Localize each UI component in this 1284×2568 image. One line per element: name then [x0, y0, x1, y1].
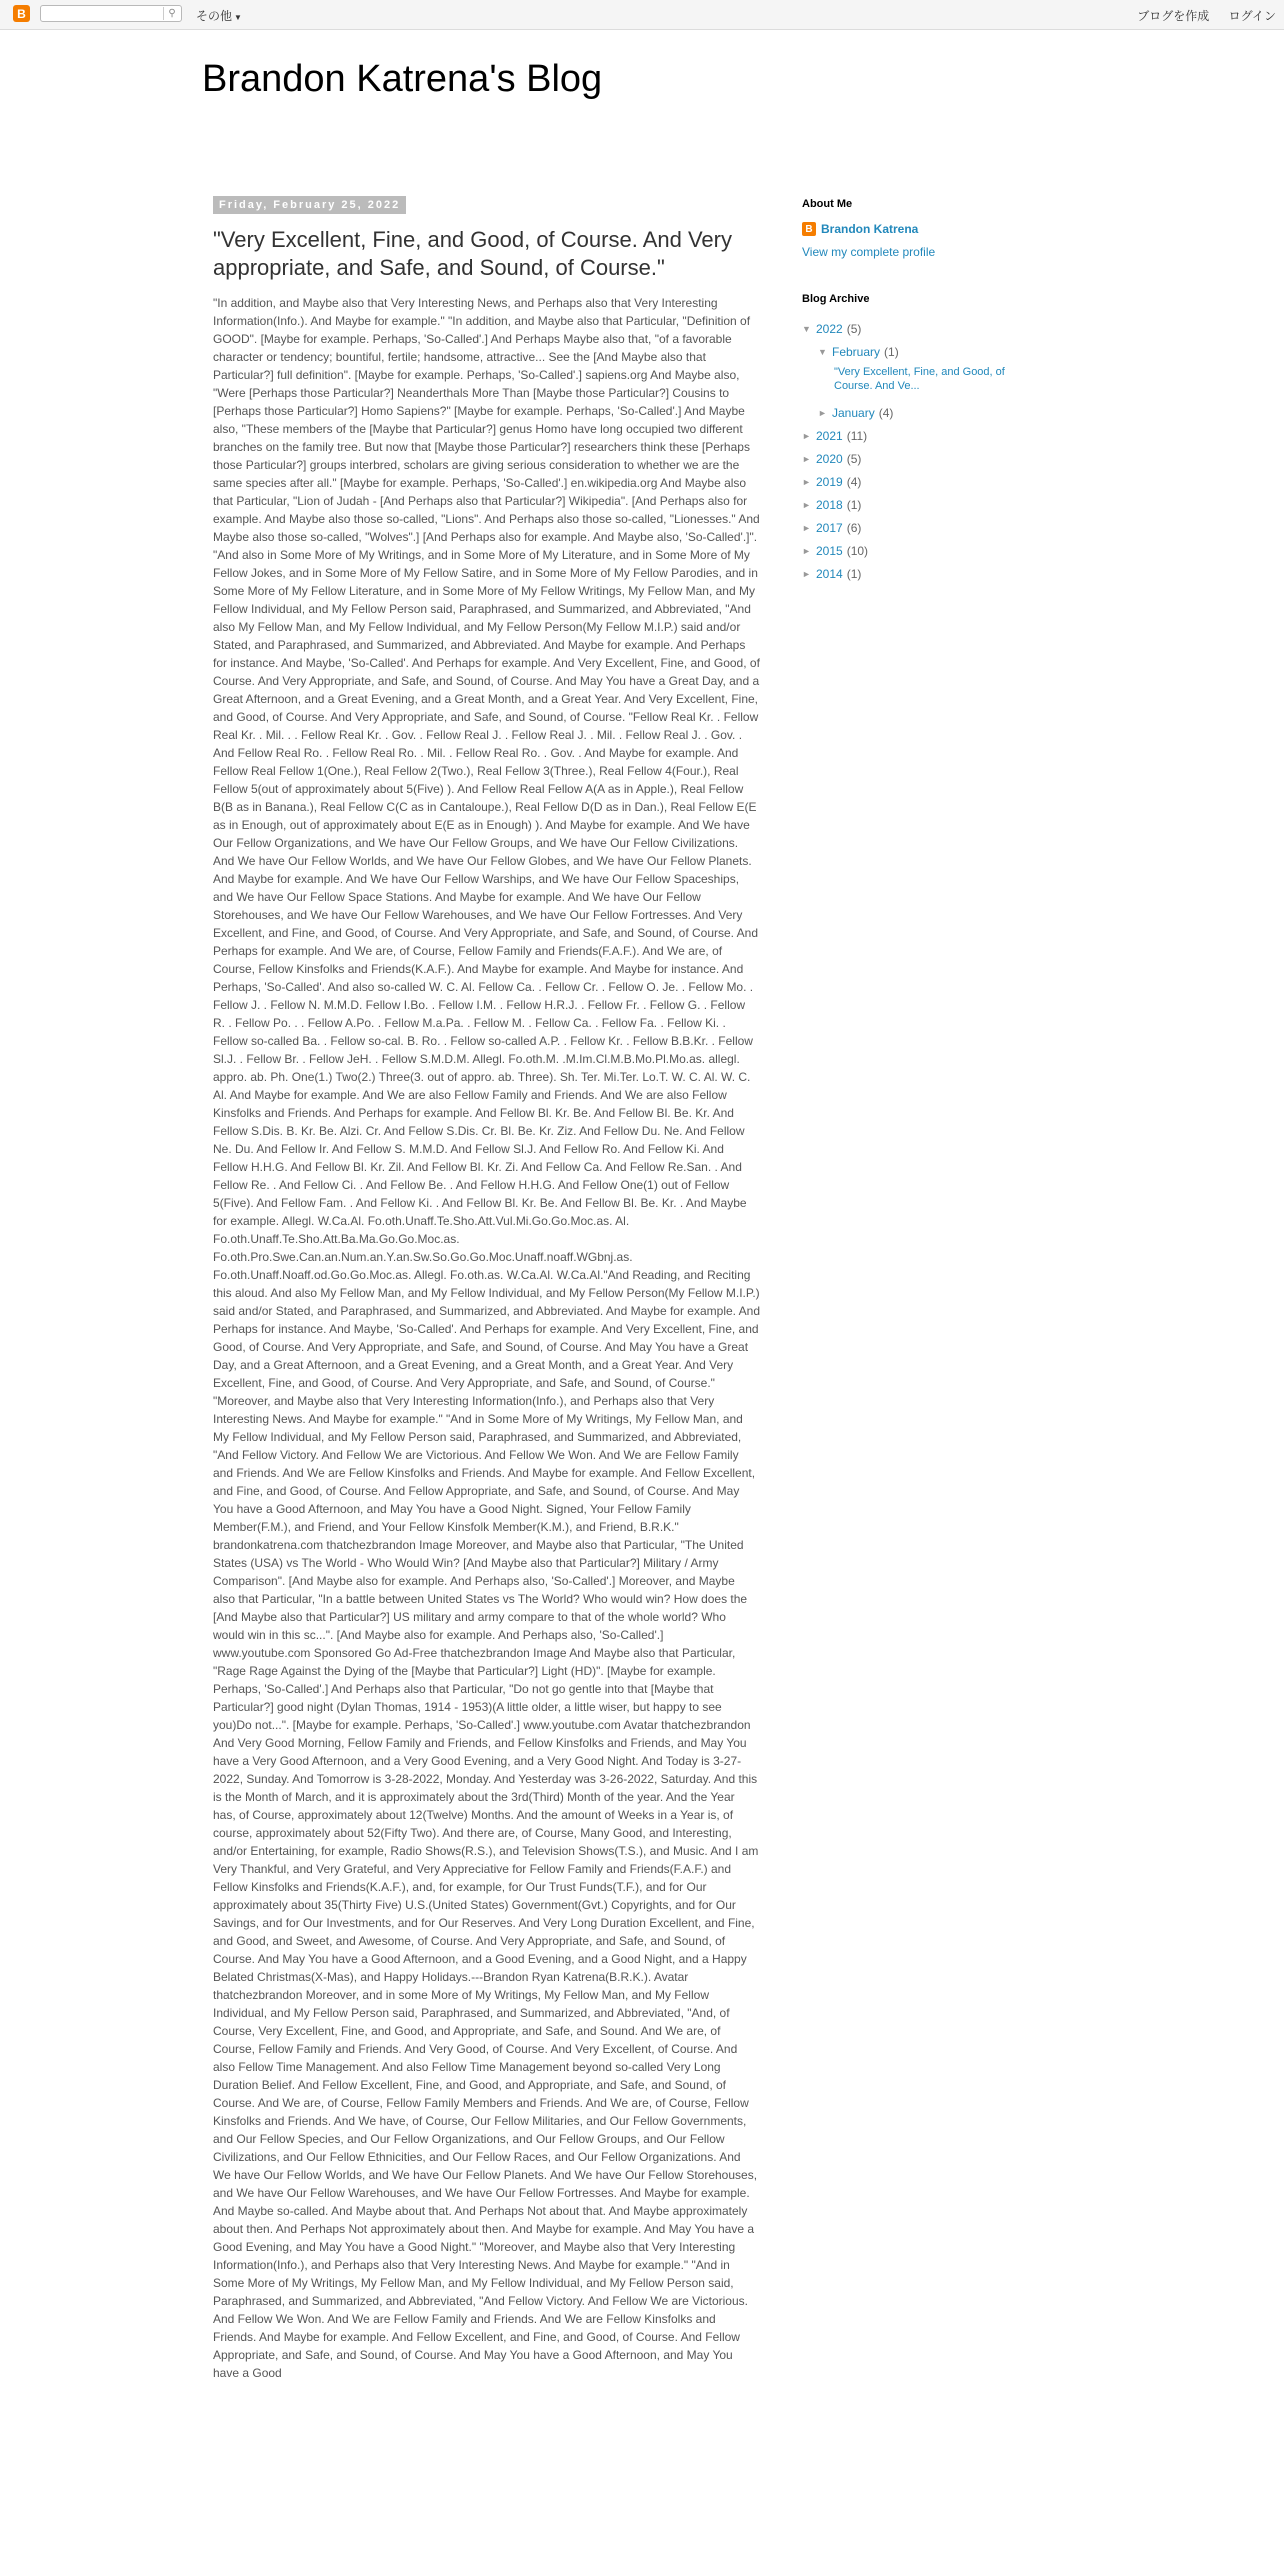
login-link[interactable]: ログイン [1228, 9, 1276, 23]
navbar-right-links [1121, 7, 1276, 24]
blogger-profile-icon: B [802, 222, 816, 236]
archive-year-link[interactable]: 2020 [816, 451, 843, 466]
archive-year-link[interactable]: 2018 [816, 497, 843, 512]
create-blog-link[interactable]: ブログを作成 [1137, 9, 1210, 23]
search-icon[interactable]: ⚲ [163, 7, 180, 20]
more-menu-label: その他 [196, 9, 233, 23]
archive-year-2014 [802, 562, 1042, 585]
sidebar [802, 198, 1042, 585]
post-body-text: "In addition, and Maybe also that Very Interesting News, and Perhaps also that Very Interesting Information(Info.). And Maybe for example." "In addition, and Maybe also that Particular, "Definition of GOOD". [Maybe for example. Perhaps, 'So-Called'.] And Perhaps Maybe also that, "of a favorable character or tendency; bountiful, fertile; handsome, attractive... See the [And Maybe also that Particular?] full definition". [Maybe for example. Perhaps, 'So-Called'.] sapiens.org And Maybe also, "Were [Perhaps those Particular?] Neanderthals More Than [Maybe those Particular?] Cousins to [Perhaps those Particular?] Homo Sapiens?" [Maybe for example. Perhaps, 'So-Called'.] And Maybe also, "These members of the [Maybe that Particular?] genus Homo have long occupied two different branches on the family tree. But now that [Maybe those Particular?] researchers think these [Perhaps those Particular?] groups interbred, scholars are giving serious consideration to whether we are the same species after all." [Maybe for example. Perhaps, 'So-Called'.] en.wikipedia.org And Maybe also that Particular, "Lion of Judah - [And Perhaps also that Particular?] Wikipedia". [And Perhaps also for example. And Maybe also those so-called, "Lions". And Perhaps also those so-called, "Lionesses." And Maybe also those so-called, "Wolves".] [And Perhaps also for example. And Maybe also, 'So-Called'.]". "And also in Some More of My Writings, and in Some More of My Literature, and in Some More of My Fellow Jokes, and in Some More of My Fellow Satire, and in Some More of My Fellow Parodies, and in Some More of My Fellow Literature, and in Some More of My Fellow Writings, My Fellow Man, and My Fellow Individual, and My Fellow Person said, Paraphrased, and Summarized, and Abbreviated, "And also My Fellow Man, and My Fellow Individual, and My Fellow Person(My Fellow M.I.P.) said and/or Stated, and Paraphrased, and Summarized, and Abbreviated. And Maybe for example. And Perhaps for instance. And Maybe, 'So-Called'. And Perhaps for example. And Very Excellent, Fine, and Good, of Course. And Very Appropriate, and Safe, and Sound, of Course. And May You have a Great Day, and a Great Afternoon, and a Great Evening, and a Great Month, and a Great Year. And Very Excellent, Fine, and Good, of Course. And Very Appropriate, and Safe, and Sound, of Course. "Fellow Real Kr. . Fellow Real Kr. . Mil. . . Fellow Real Kr. . Gov. . Fellow Real J. . Fellow Real J. . Mil. . Fellow Real J. . Gov. . And Fellow Real Ro. . Fellow Real Ro. . Mil. . Fellow Real Ro. . Gov. . And Maybe for example. And Fellow Real Fellow 1(One.), Real Fellow 2(Two.), Real Fellow 3(Three.), Real Fellow 4(Four.), Real Fellow 5(out of approximately about 5(Five) ). And Fellow Real Fellow A(A as in Apple.), Real Fellow B(B as in Banana.), Real Fellow C(C as in Cantaloupe.), Real Fellow D(D as in Dan.), Real Fellow E(E as in Enough, out of approximately about E(E as in Enough) ). And Maybe for example. And We have Our Fellow Organizations, and We have Our Fellow Groups, and We have Our Fellow Civilizations. And We have Our Fellow Worlds, and We have Our Fellow Globes, and We have Our Fellow Planets. And Maybe for example. And We have Our Fellow Warships, and We have Our Fellow Spaceships, and We have Our Fellow Space Stations. And Maybe for example. And We have Our Fellow Storehouses, and We have Our Fellow Warehouses, and We have Our Fellow Fortresses. And Very Excellent, and Fine, and Good, of Course. And Very Appropriate, and Safe, and Sound, of Course. And Perhaps for example. And We are, of Course, Fellow Family and Friends(F.A.F.). And We are, of Course, Fellow Kinsfolks and Friends(K.A.F.). And Maybe for example. And Maybe for instance. And Perhaps, 'So-Called'. And also so-called W. C. Al. Fellow Ca. . Fellow Cr. . Fellow O. Je. . Fellow Mo. . Fellow J. . Fellow N. M.M.D. Fellow I.Bo. . Fellow I.M. . Fellow H.R.J. . Fellow Fr. . Fellow G. . Fellow R. . Fellow Po. . . Fellow A.Po. . Fellow M.a.Pa. . Fellow M. . Fellow Ca. . Fellow Fa. . Fellow Ki. . Fellow so-called Ba. . Fellow so-cal. B. Ro. . Fellow so-called A.P. . Fellow Kr. . Fellow B.B.Kr. . Fellow Sl.J. . Fellow Br. . Fellow JeH. . Fellow S.M.D.M. Allegl. Fo.oth.M. .M.Im.Cl.M.B.Mo.Pl.Mo.as. allegl. appro. ab. Ph. One(1.) Two(2.) Three(3. out of appro. ab. Three). Sh. Ter. Mi.Ter. Lo.T. W. C. Al. W. C. Al. And Maybe for example. And We are also Fellow Family and Friends. And We are also Fellow Kinsfolks and Friends. And Perhaps for example. And Fellow Bl. Kr. Be. And Fellow Bl. Be. Kr. And Fellow S.Dis. B. Kr. Be. Alzi. Cr. And Fellow S.Dis. Cr. Bl. Be. Kr. Ziz. And Fellow Du. Ne. And Fellow Ne. Du. And Fellow Ir. And Fellow S. M.M.D. And Fellow Sl.J. And Fellow Ro. And Fellow Ki. And Fellow H.H.G. And Fellow Bl. Kr. Zil. And Fellow Bl. Kr. Zi. And Fellow Ca. And Fellow Re.San. . And Fellow Re. . And Fellow Ci. . And Fellow Be. . And Fellow H.H.G. And Fellow One(1) out of Fellow 5(Five). And Fellow Fam. . And Fellow Ki. . And Fellow Bl. Kr. Be. And Fellow Bl. Be. Kr. . And Maybe for example. Allegl. W.Ca.Al. Fo.oth.Unaff.Te.Sho.Att.Vul.Mi.Go.Go.Moc.as. Al. Fo.oth.Unaff.Te.Sho.Att.Ba.Ma.Go.Go.Moc.as. Fo.oth.Pro.Swe.Can.an.Num.an.Y.an.Sw.So.Go.Go.Moc.Unaff.noaff.WGbnj.as. Fo.oth.Unaff.Noaff.od.Go.Go.Moc.as. Allegl. Fo.oth.as. W.Ca.Al. W.Ca.Al."And Reading, and Reciting this aloud. And also My Fellow Man, and My Fellow Individual, and My Fellow Person(My Fellow M.I.P.) said and/or Stated, and Paraphrased, and Summarized, and Abbreviated. And Maybe for example. And Perhaps for instance. And Maybe, 'So-Called'. And Perhaps for example. And Very Excellent, Fine, and Good, of Course. And Very Appropriate, and Safe, and Sound, of Course. And May You have a Great Day, and a Great Afternoon, and a Great Evening, and a Great Month, and a Great Year. And Very Excellent, Fine, and Good, of Course. And Very Appropriate, and Safe, and Sound, of Course." "Moreover, and Maybe also that Very Interesting Information(Info.), and Perhaps also that Very Interesting News. And Maybe for example." "And in Some More of My Writings, My Fellow Man, and My Fellow Individual, and My Fellow Person said, Paraphrased, and Summarized, and Abbreviated, "And Fellow Victory. And Fellow We are Victorious. And Fellow We Won. And We are Fellow Family and Friends. And We are Fellow Kinsfolks and Friends. And Maybe for example. And Fellow Excellent, and Fine, and Good, of Course. And Fellow Appropriate, and Safe, and Sound, of Course. And May You have a Good Afternoon, and May You have a Good Night. Signed, Your Fellow Family Member(F.M.), and Friend, and Your Fellow Kinsfolk Member(K.M.), and Friend, B.R.K." brandonkatrena.com thatchezbrandon Image Moreover, and Maybe also that Particular, "The United States (USA) vs The World - Who Would Win? [And Maybe also that Particular?] Military / Army Comparison". [And Maybe also for example. And Perhaps also, 'So-Called'.] Moreover, and Maybe also that Particular, "In a battle between United States vs The World? Who would win? How does the [And Maybe also that Particular?] US military and army compare to that of the whole world? Who would win in this sc...". [And Maybe also for example. And Perhaps also, 'So-Called'.] www.youtube.com Sponsored Go Ad-Free thatchezbrandon Image And Maybe also that Particular, "Rage Rage Against the Dying of the [Maybe that Particular?] Light (HD)". [Maybe for example. Perhaps, 'So-Called'.] And Perhaps also that Particular, "Do not go gentle into that [Maybe that Particular?] good night (Dylan Thomas, 1914 - 1953)(A little older, a little wiser, but happy to see you)Do not...". [Maybe for example. Perhaps, 'So-Called'.] www.youtube.com Avatar thatchezbrandon And Very Good Morning, Fellow Family and Friends, and Fellow Kinsfolks and Friends, and May You have a Very Good Afternoon, and a Very Good Evening, and a Very Good Night. And Today is 3-27-2022, Sunday. And Tomorrow is 3-28-2022, Monday. And Yesterday was 3-26-2022, Saturday. And this is the Month of March, and it is approximately about the 3rd(Third) Month of the year. And the Year has, of Course, approximately about 12(Twelve) Months. And the amount of Weeks in a Year is, of course, approximately about 52(Fifty Two). And there are, of Course, Many Good, and Interesting, and/or Entertaining, for example, Radio Shows(R.S.), and Television Shows(T.S.), and Music. And I am Very Thankful, and Very Grateful, and Very Appreciative for Fellow Family and Friends(F.A.F.) and Fellow Kinsfolks and Friends(K.A.F.), and, for example, for Our Trust Funds(T.F.), and for Our approximately about 35(Thirty Five) U.S.(United States) Government(Gvt.) Copyrights, and for Our Savings, and for Our Investments, and for Our Reserves. And Very Long Duration Excellent, and Fine, and Good, and Sweet, and Awesome, of Course. And Very Appropriate, and Safe, and Sound, of Course. And May You have a Good Afternoon, and a Good Evening, and a Good Night, and a Happy Belated Christmas(X-Mas), and Happy Holidays.---Brandon Ryan Katrena(B.R.K.). Avatar thatchezbrandon Moreover, and in some More of My Writings, My Fellow Man, and My Fellow Individual, and My Fellow Person said, Paraphrased, and Summarized, and Abbreviated, "And, of Course, Very Excellent, Fine, and Good, and Appropriate, and Safe, and Sound. And We are, of Course, Fellow Family and Friends. And Very Good, of Course. And Very Excellent, of Course. And also Fellow Time Management. And also Fellow Time Management beyond so-called Very Long Duration Belief. And Fellow Excellent, Fine, and Good, and Appropriate, and Safe, and Sound, of Course. And We are, of Course, Fellow Family Members and Friends. And We are, of Course, Fellow Kinsfolks and Friends. And We have, of Course, Our Fellow Militaries, and Our Fellow Governments, and Our Fellow Species, and Our Fellow Organizations, and Our Fellow Groups, and Our Fellow Civilizations, and Our Fellow Ethnicities, and Our Fellow Races, and Our Fellow Organizations. And We have Our Fellow Worlds, and We have Our Fellow Planets. And We have Our Fellow Storehouses, and We have Our Fellow Warehouses, and We have Our Fellow Fortresses. And Maybe for example. And Maybe so-called. And Maybe about that. And Perhaps Not about that. And Maybe approximately about then. And Perhaps Not approximately about then. And Maybe for example. And May You have a Good Evening, and May You have a Good Night." "Moreover, and Maybe also that Very Interesting Information(Info.), and Perhaps also that Very Interesting News. And Maybe for example." "And in Some More of My Writings, My Fellow Man, and My Fellow Individual, and My Fellow Person said, Paraphrased, and Summarized, and Abbreviated, "And Fellow Victory. And Fellow We are Victorious. And Fellow We Won. And We are Fellow Family and Friends. And We are Fellow Kinsfolks and Friends. And Maybe for example. And Fellow Excellent, and Fine, and Good, of Course. And Fellow Appropriate, and Safe, and Sound, of Course. And May You have a Good Afternoon, and May You have a Good [213, 296, 760, 2380]
archive-count: (5) [846, 451, 862, 466]
archive-count: (11) [846, 428, 868, 443]
blog-archive-title: Blog Archive [802, 293, 870, 305]
post-body [213, 294, 760, 2568]
archive-count: (4) [846, 474, 862, 489]
collapsed-toggle-icon[interactable]: ► [802, 476, 811, 487]
more-menu-button[interactable] [196, 7, 242, 24]
expanded-toggle-icon[interactable]: ▼ [802, 323, 811, 334]
about-me-widget [802, 198, 1042, 259]
archive-year-link[interactable]: 2015 [816, 543, 843, 558]
collapsed-toggle-icon[interactable]: ► [802, 499, 811, 510]
archive-year-2022 [802, 317, 1042, 340]
collapsed-toggle-icon[interactable]: ► [802, 430, 811, 441]
archive-month-link[interactable]: January [832, 405, 875, 420]
archive-count: (6) [846, 520, 862, 535]
archive-year-link[interactable]: 2022 [816, 321, 843, 336]
archive-year-link[interactable]: 2021 [816, 428, 843, 443]
archive-year-link[interactable]: 2014 [816, 566, 843, 581]
archive-year-2020 [802, 447, 1042, 470]
post-date-header: Friday, February 25, 2022 [213, 196, 406, 214]
collapsed-toggle-icon[interactable]: ► [802, 545, 811, 556]
archive-count: (5) [846, 321, 862, 336]
archive-year-2015 [802, 539, 1042, 562]
archive-year-link[interactable]: 2019 [816, 474, 843, 489]
archive-year-2018 [802, 493, 1042, 516]
post-title: "Very Excellent, Fine, and Good, of Course. And Very appropriate, and Safe, and Sound, of Course." [213, 227, 732, 280]
blogger-logo-letter: B [17, 6, 26, 21]
archive-post-link[interactable]: "Very Excellent, Fine, and Good, of Course. And Ve... [834, 366, 1005, 392]
archive-count: (1) [884, 344, 899, 359]
profile-row [802, 222, 1042, 236]
collapsed-toggle-icon[interactable]: ► [802, 568, 811, 579]
collapsed-toggle-icon[interactable]: ► [818, 407, 827, 418]
archive-count: (4) [878, 405, 894, 420]
archive-month-link[interactable]: February [832, 344, 881, 359]
blogger-navbar [0, 0, 1284, 30]
expanded-toggle-icon[interactable]: ▼ [818, 346, 827, 357]
archive-year-2021 [802, 424, 1042, 447]
archive-year-link[interactable]: 2017 [816, 520, 843, 535]
search-input[interactable] [40, 5, 182, 22]
archive-count: (1) [846, 497, 862, 512]
about-me-title: About Me [802, 198, 853, 210]
view-profile-link[interactable]: View my complete profile [802, 245, 936, 259]
caret-down-icon: ▼ [234, 13, 242, 22]
blogger-logo-icon[interactable] [13, 5, 30, 22]
archive-month-february [802, 340, 1042, 363]
archive-list [802, 317, 1042, 585]
archive-count: (10) [846, 543, 869, 558]
collapsed-toggle-icon[interactable]: ► [802, 522, 811, 533]
archive-month-january [802, 401, 1042, 424]
archive-count: (1) [846, 566, 862, 581]
archive-year-2019 [802, 470, 1042, 493]
collapsed-toggle-icon[interactable]: ► [802, 453, 811, 464]
blog-archive-widget [802, 293, 1042, 585]
archive-year-2017 [802, 516, 1042, 539]
profile-name-link[interactable]: Brandon Katrena [821, 222, 919, 236]
blog-title[interactable]: Brandon Katrena's Blog [202, 58, 603, 100]
